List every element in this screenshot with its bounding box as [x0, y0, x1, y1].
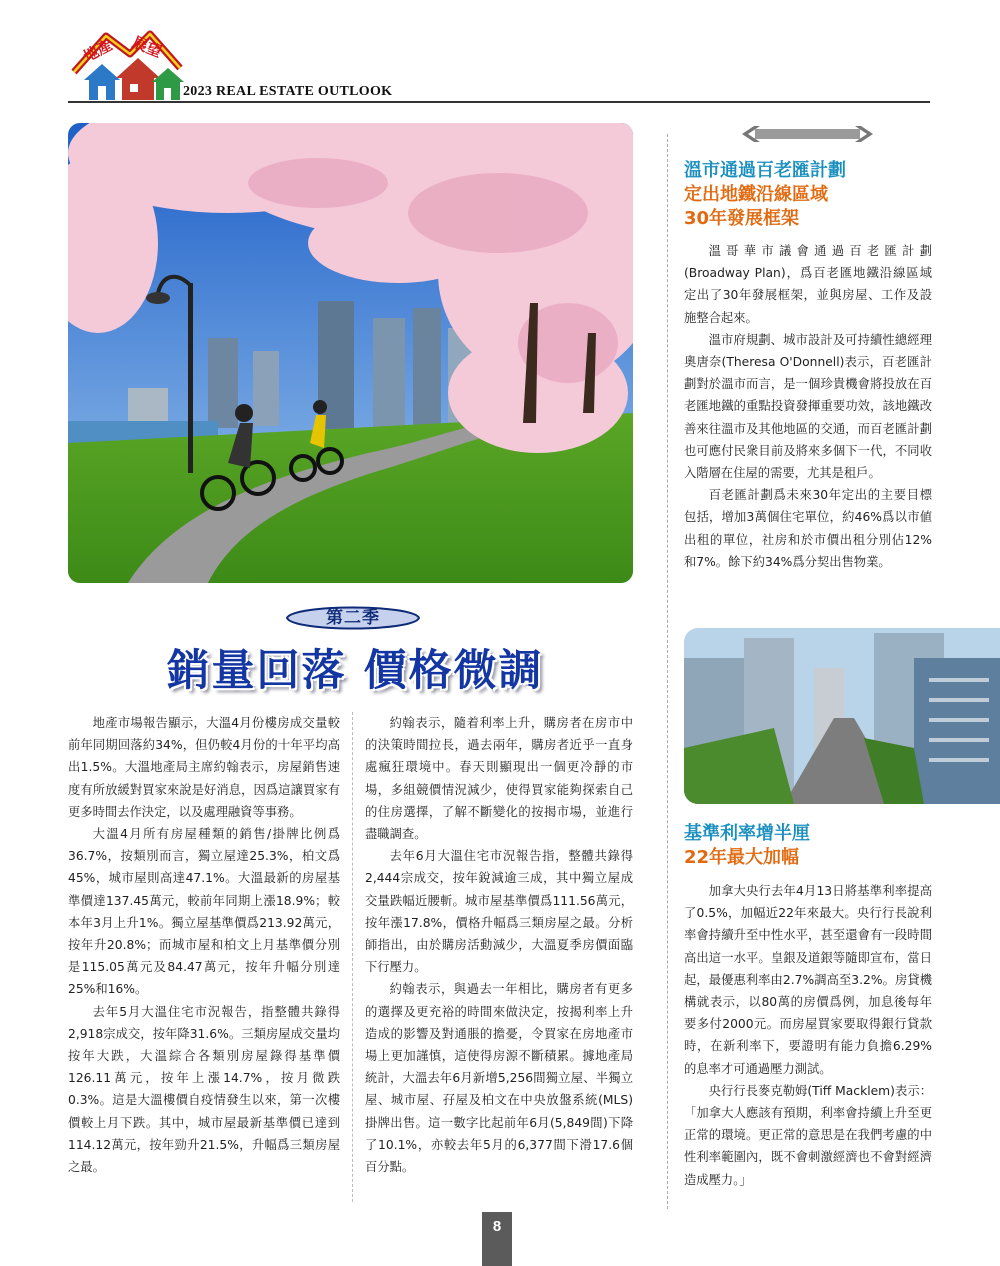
ornament-icon: [740, 124, 875, 144]
sidebar-story1-title: [684, 159, 934, 231]
logo-text-left: 地產: [80, 35, 116, 66]
cherry-blossom-park-cyclists-photo: [68, 123, 633, 583]
paragraph: 溫哥華市議會通過百老匯計劃(Broadway Plan)，爲百老匯地鐵沿線區域定出了30年發展框架，並與房屋、工作及設施整合起來。: [684, 244, 932, 325]
header-divider: [68, 101, 930, 103]
sidebar-story1-body: [684, 240, 932, 573]
article-column-1: [68, 712, 340, 1178]
sidebar-story2-title: [684, 822, 934, 870]
page-number: 8: [492, 1218, 502, 1235]
title-line: 基準利率增半厘: [684, 823, 810, 844]
paragraph: 約翰表示，隨着利率上升，購房者在房市中的決策時間拉長，過去兩年，購房者近乎一直身處瘋狂環境中。春天則顯現出一個更冷靜的市場，多組競價情況減少，使得買家能夠探索自己的住房選擇，了解不斷變化的按揭市場，並進行盡職調查。: [365, 716, 633, 842]
title-line: 30年發展框架: [684, 208, 800, 229]
paragraph: 百老匯計劃爲未來30年定出的主要目標包括，增加3萬個住宅單位，約46%爲以市値出租的單位，社房和於市價出租分別佔12%和7%。餘下約34%爲分契出售物業。: [684, 488, 932, 569]
paragraph: 加拿大央行去年4月13日將基準利率提高了0.5%，加幅近22年來最大。央行行長說利率會持續升至中性水平，甚至還會有一段時間高出這一水平。皇銀及道銀等隨即宣布，當日起，最優惠利率由2.7%調高至3.2%。房貸機構就表示，以80萬的房價爲例，加息後每年要多付2000元。而房屋買家要取得銀行貸款時，在新利率下，要證明有能力負擔6.29%的息率才可通過壓力測試。: [684, 884, 932, 1076]
article-column-2: [365, 712, 633, 1178]
title-line: 定出地鐵沿線區域: [684, 184, 828, 205]
paragraph: 溫市府規劃、城市設計及可持續性總經理奧唐奈(Theresa O'Donnell)表示，百老匯計劃對於溫市而言，是一個珍貴機會將投放在百老匯地鐵的重點投資發揮重要功效，該地鐵改善來往溫市及其他地區的交通，而百老匯計劃也可應付民衆目前及將來多個下一代，不同收入階層在住屋的需要，尤其是租戶。: [684, 332, 932, 481]
title-line: 溫市通過百老匯計劃: [684, 160, 846, 181]
paragraph: 央行行長麥克勒姆(Tiff Macklem)表示：「加拿大人應該有預期，利率會持續上升至更正常的環境。更正常的意思是在我們考慮的中性利率範圍內，既不會刺激經濟也不會對經濟造成壓力。」: [684, 1083, 932, 1187]
logo-text-right: 展望: [129, 32, 165, 61]
paragraph: 大溫4月所有房屋種類的銷售/掛牌比例爲36.7%，按類別而言，獨立屋達25.3%，柏文爲45%，城市屋則高達47.1%。大溫最新的房屋基準價達137.45萬元，較前年同期上漲18.9%；較本年3月上升1%。獨立屋基準價爲213.92萬元，按年升20.8%；而城市屋和柏文上月基準價分別是115.05萬元及84.47萬元，按年升幅分別達25%和16%。: [68, 827, 340, 997]
title-line: 22年最大加幅: [684, 847, 800, 868]
paragraph: 地產市場報告顯示，大溫4月份樓房成交量較前年同期回落約34%，但仍較4月份的十年平均高出1.5%。大溫地產局主席約翰表示，房屋銷售速度有所放緩對買家來說是好消息，因爲這讓買家有更多時間去作決定，以及處理融資等事務。: [68, 716, 340, 819]
magazine-logo: [68, 28, 188, 102]
broadway-street-buildings-photo: [684, 628, 1000, 804]
sidebar-divider: [667, 134, 669, 1209]
column-divider: [352, 712, 354, 1202]
article-headline: 銷量回落 價格微調: [166, 646, 544, 696]
sidebar-story2-body: [684, 880, 932, 1191]
publication-title: 2023 REAL ESTATE OUTLOOK: [183, 84, 393, 99]
paragraph: 約翰表示，與過去一年相比，購房者有更多的選擇及更充裕的時間來做決定，按揭利率上升造成的影響及對通脹的擔憂，令買家在房地產市場上更加謹慎，這使得房源不斷積累。據地產局統計，大溫去年6月新增5,256間獨立屋、半獨立屋、城市屋、孖屋及柏文在中央放盤系統(MLS)掛牌出售。這一數字比起前年6月(5,849間)下降了10.1%，亦較去年5月的6,377間下滑17.6個百分點。: [365, 982, 633, 1175]
paragraph: 去年5月大溫住宅市況報告，指整體共錄得2,918宗成交，按年降31.6%。三類房屋成交量均按年大跌，大溫綜合各類別房屋錄得基準價126.11萬元，按年上漲14.7%，按月微跌0.3%。這是大溫樓價自疫情發生以來，第一次樓價較上月下跌。其中，城市屋最新基準價已達到114.12萬元，按年勁升21.5%，升幅爲三類房屋之最。: [68, 1004, 340, 1175]
season-label: 第二季: [326, 608, 380, 628]
paragraph: 去年6月大溫住宅市況報告指，整體共錄得2,444宗成交，按年銳減逾三成，其中獨立屋成交量跌幅近腰斬。城市屋基準價爲111.56萬元，按年漲17.8%，價格升幅爲三類房屋之最。分析師指出，由於購房活動減少，大溫夏季房價面臨下行壓力。: [365, 849, 633, 975]
